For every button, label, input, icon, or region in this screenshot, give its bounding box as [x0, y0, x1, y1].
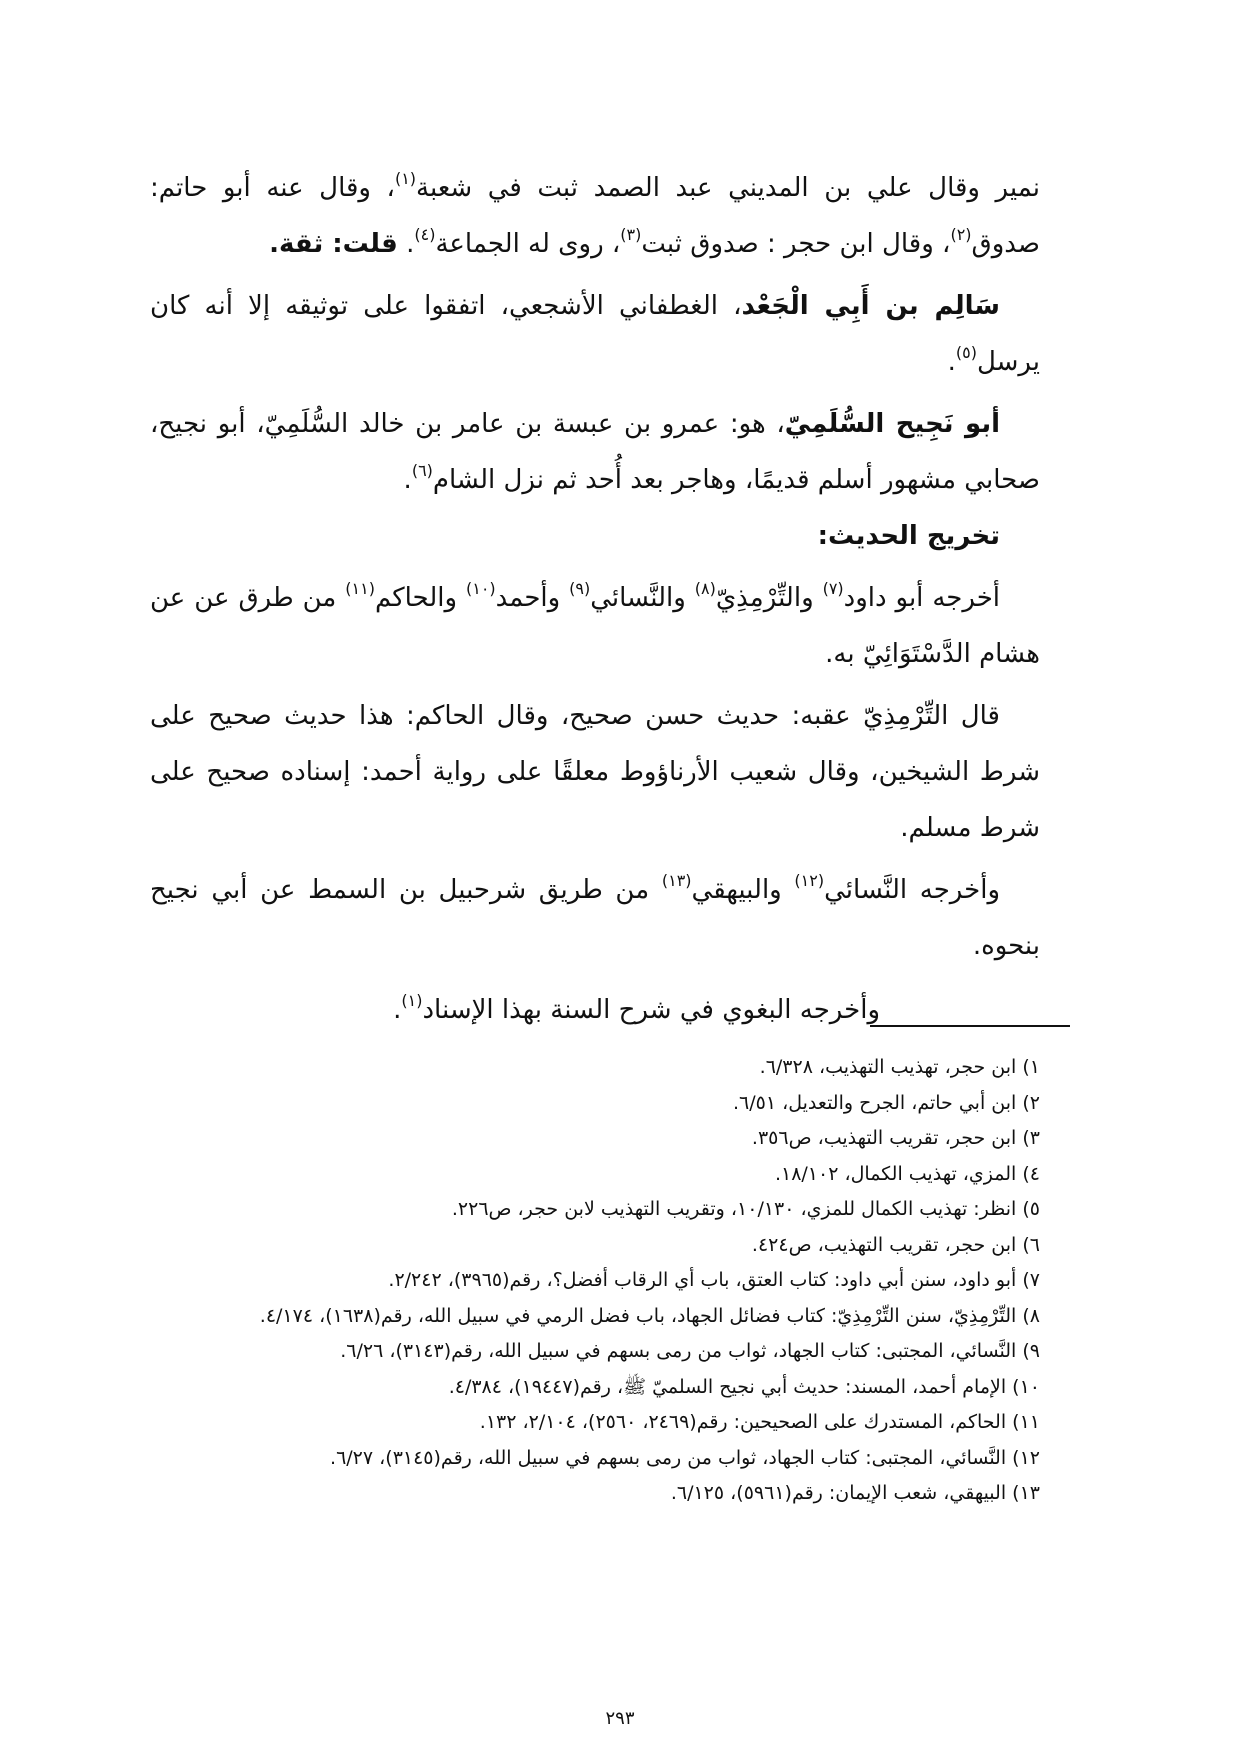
footnote-ref-6[interactable]: (٦): [411, 461, 433, 481]
footnote-10: ١٠) الإمام أحمد، المسند: حديث أبي نجيح السلميّ ﷺ، رقم(١٩٤٤٧)، ٤/٣٨٤.: [448, 1375, 1040, 1398]
paragraph-5: قال التِّرْمِذِيّ عقبه: حديث حسن صحيح، وقال الحاكم: هذا حديث صحيح على شرط الشيخين، وقال شعيب الأرناؤوط معلقًا على رواية أحمد: إسناده صحيح على شرط مسلم.: [150, 701, 1040, 843]
footnote-ref-10[interactable]: (١٠): [465, 579, 496, 599]
paragraph-7: وأخرجه البغوي في شرح السنة بهذا الإسناد$^{(١)}$.: [393, 991, 880, 1025]
footnote-ref-3[interactable]: (٣): [620, 225, 642, 245]
footnotes-section: [140, 1050, 1040, 1512]
main-text: [150, 160, 1040, 1038]
paragraph-3: أبو نَجِيح السُّلَمِيّ، هو: عمرو بن عبسة بن عامر بن خالد السُّلَمِيّ، أبو نجيح، صحابي مشهور أسلم قديمًا، وهاجر بعد أُحد ثم نزل الشام$^{(٦)}$.: [150, 409, 1040, 495]
footnote-6: ٦) ابن حجر، تقريب التهذيب، ص٤٢٤.: [751, 1233, 1040, 1256]
section-heading: تخريج الحديث:: [817, 521, 1000, 551]
narrator-name-salim: سَالِم بن أَبِي الْجَعْد: [741, 291, 1000, 321]
footnote-3: ٣) ابن حجر، تقريب التهذيب، ص٣٥٦.: [751, 1127, 1040, 1149]
footnote-ref-7[interactable]: (٧): [822, 579, 844, 599]
footnote-ref-1[interactable]: (١): [394, 169, 417, 189]
paragraph-6: وأخرجه النَّسائي$^{(١٢)}$ والبيهقي$^{(١٣)}$ من طريق شرحبيل بن السمط عن أبي نجيح بنحوه.: [150, 871, 1040, 961]
paragraph-2: سَالِم بن أَبِي الْجَعْد، الغطفاني الأشجعي، اتفقوا على توثيقه إلا أنه كان يرسل$^{(٥)}$.: [150, 291, 1040, 377]
footnote-ref-5[interactable]: (٥): [955, 343, 977, 363]
footnote-separator: [870, 1025, 1070, 1027]
footnote-7: ٧) أبو داود، سنن أبي داود: كتاب العتق، باب أي الرقاب أفضل؟، رقم(٣٩٦٥)، ٢/٢٤٢.: [388, 1269, 1040, 1291]
footnote-ref-9[interactable]: (٩): [569, 579, 591, 599]
footnote-4: ٤) المزي، تهذيب الكمال، ١٨/١٠٢.: [774, 1162, 1040, 1185]
footnote-ref-13[interactable]: (١٣): [661, 871, 692, 891]
footnote-13: ١٣) البيهقي، شعب الإيمان: رقم(٥٩٦١)، ٦/١٢٥.: [670, 1482, 1040, 1504]
footnote-ref-2[interactable]: (٢): [950, 225, 972, 245]
footnote-9: ٩) النَّسائي، المجتبى: كتاب الجهاد، ثواب من رمى بسهم في سبيل الله، رقم(٣١٤٣)، ٦/٢٦.: [340, 1340, 1040, 1362]
footnote-ref-11[interactable]: (١١): [345, 579, 375, 599]
footnote-12: ١٢) النَّسائي، المجتبى: كتاب الجهاد، ثواب من رمى بسهم في سبيل الله، رقم(٣١٤٥)، ٦/٢٧.: [330, 1446, 1040, 1469]
footnote-2: ٢) ابن أبي حاتم، الجرح والتعديل، ٦/٥١.: [733, 1091, 1040, 1114]
footnote-1: ١) ابن حجر، تهذيب التهذيب، ٦/٣٢٨.: [759, 1056, 1040, 1078]
footnote-5: ٥) انظر: تهذيب الكمال للمزي، ١٠/١٣٠، وتقريب التهذيب لابن حجر، ص٢٢٦.: [451, 1198, 1040, 1220]
page-number: ٢٩٣: [605, 1708, 635, 1729]
paragraph-1: نمير وقال علي بن المديني عبد الصمد ثبت في شعبة$^{(١)}$، وقال عنه أبو حاتم: صدوق$^{(٢)}$، وقال ابن حجر : صدوق ثبت$^{(٣)}$، روى له الجماعة$^{(٤)}$. قلت: ثقة.: [150, 169, 1041, 259]
footnote-ref-12[interactable]: (١٢): [794, 871, 825, 891]
footnote-11: ١١) الحاكم، المستدرك على الصحيحين: رقم(٢٤٦٩، ٢٥٦٠)، ٢/١٠٤، ١٣٢.: [479, 1411, 1040, 1433]
paragraph-4: أخرجه أبو داود$^{(٧)}$ والتِّرْمِذِيّ$^{(٨)}$ والنَّسائي$^{(٩)}$ وأحمد$^{(١٠)}$ والحاكم$^{(١١)}$ من طرق عن عن هشام الدَّسْتَوَائِيّ به.: [150, 579, 1040, 669]
footnote-8: ٨) التِّرْمِذِيّ، سنن التِّرْمِذِيّ: كتاب فضائل الجهاد، باب فضل الرمي في سبيل الله، رقم(١٦٣٨)، ٤/١٧٤.: [259, 1304, 1040, 1327]
footnote-ref-4[interactable]: (٤): [414, 225, 436, 245]
footnote-ref-next-page-1[interactable]: (١): [401, 991, 423, 1011]
narrator-name-abu-najih: أبو نَجِيح السُّلَمِيّ: [784, 409, 1000, 439]
verdict-text: قلت: ثقة.: [269, 229, 398, 259]
footnote-ref-8[interactable]: (٨): [694, 579, 716, 599]
